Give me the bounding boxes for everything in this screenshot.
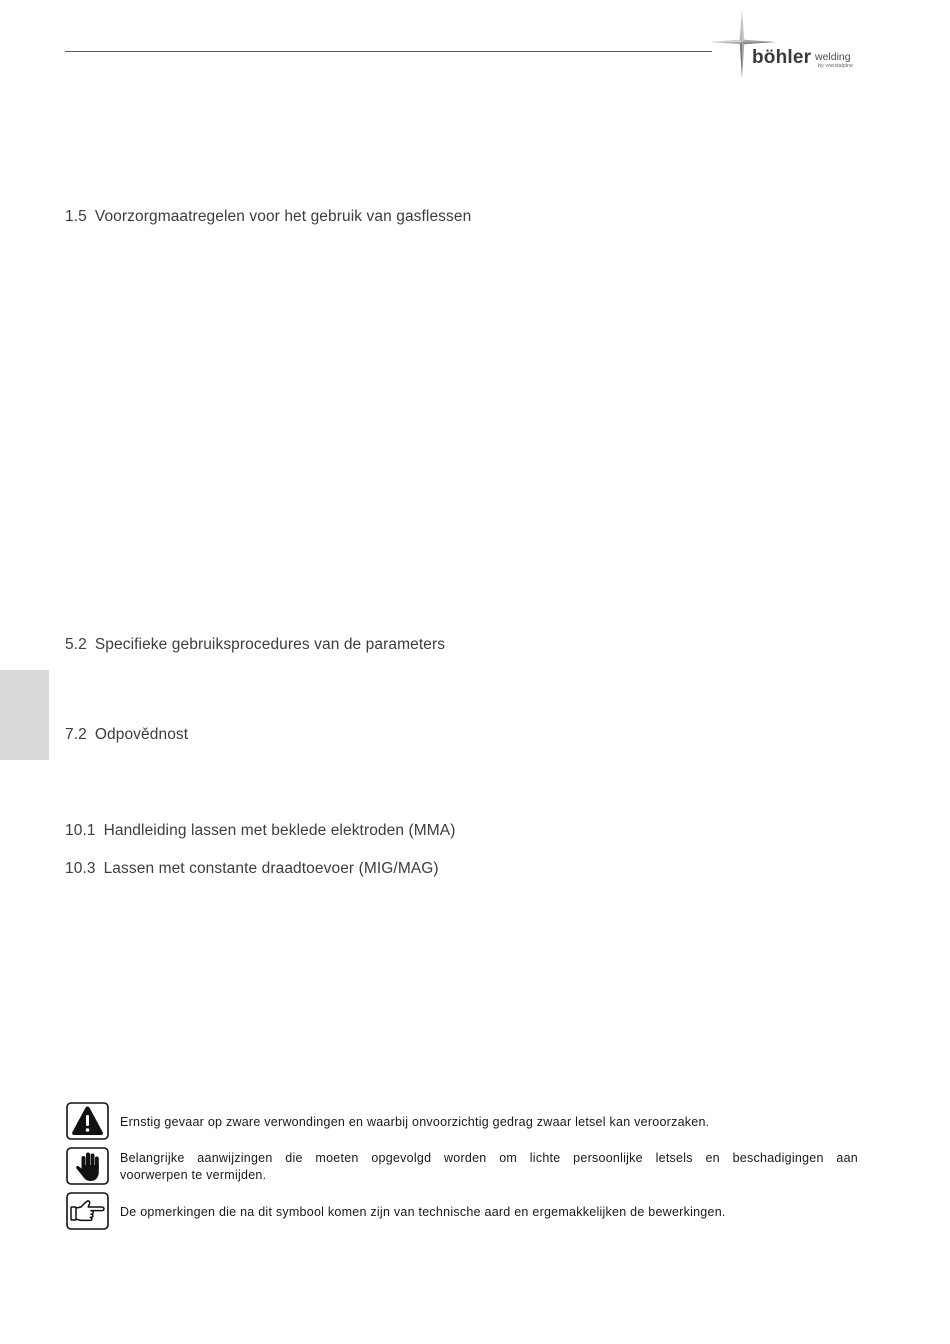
star-emblem-icon (706, 8, 866, 80)
section-title: Odpovědnost (94, 726, 189, 743)
section-heading (65, 859, 439, 879)
section-heading (65, 207, 471, 227)
section-number: 10.1 (65, 822, 96, 839)
section-number: 7.2 (65, 726, 87, 743)
logo-byline-text: by voestalpine (818, 63, 854, 69)
caution-description (120, 1150, 858, 1184)
section-number: 1.5 (65, 208, 87, 225)
chapter-side-tab (0, 670, 49, 760)
caution-description-line-2: voorwerpen te vermijden. (120, 1168, 267, 1182)
section-number: 10.3 (65, 860, 96, 877)
warning-triangle-icon (66, 1102, 109, 1140)
header-rule (65, 51, 712, 52)
bohler-welding-logo (706, 8, 866, 80)
section-title: Handleiding lassen met beklede elektroden (MMA) (103, 822, 456, 839)
section-heading (65, 635, 445, 655)
note-description: De opmerkingen die na dit symbool komen zijn van technische aard en ergemakkelijken de bewerkingen. (120, 1205, 726, 1219)
section-title: Voorzorgmaatregelen voor het gebruik van gasflessen (94, 208, 472, 225)
section-heading (65, 725, 188, 745)
warning-description: Ernstig gevaar op zware verwondingen en waarbij onvoorzichtig gedrag zwaar letsel kan veroorzaken. (120, 1115, 710, 1129)
section-number: 5.2 (65, 636, 87, 653)
section-title: Lassen met constante draadtoevoer (MIG/MAG) (103, 860, 439, 877)
logo-product-text: welding (815, 51, 851, 63)
pointing-hand-icon (66, 1192, 109, 1230)
caution-description-line-1: Belangrijke aanwijzingen die moeten opgevolgd worden om lichte persoonlijke letsels en beschadigingen aan (120, 1151, 858, 1165)
stop-hand-icon (66, 1147, 109, 1185)
section-heading (65, 821, 455, 841)
section-title: Specifieke gebruiksprocedures van de parameters (94, 636, 446, 653)
logo-brand-text: böhler (752, 47, 812, 68)
